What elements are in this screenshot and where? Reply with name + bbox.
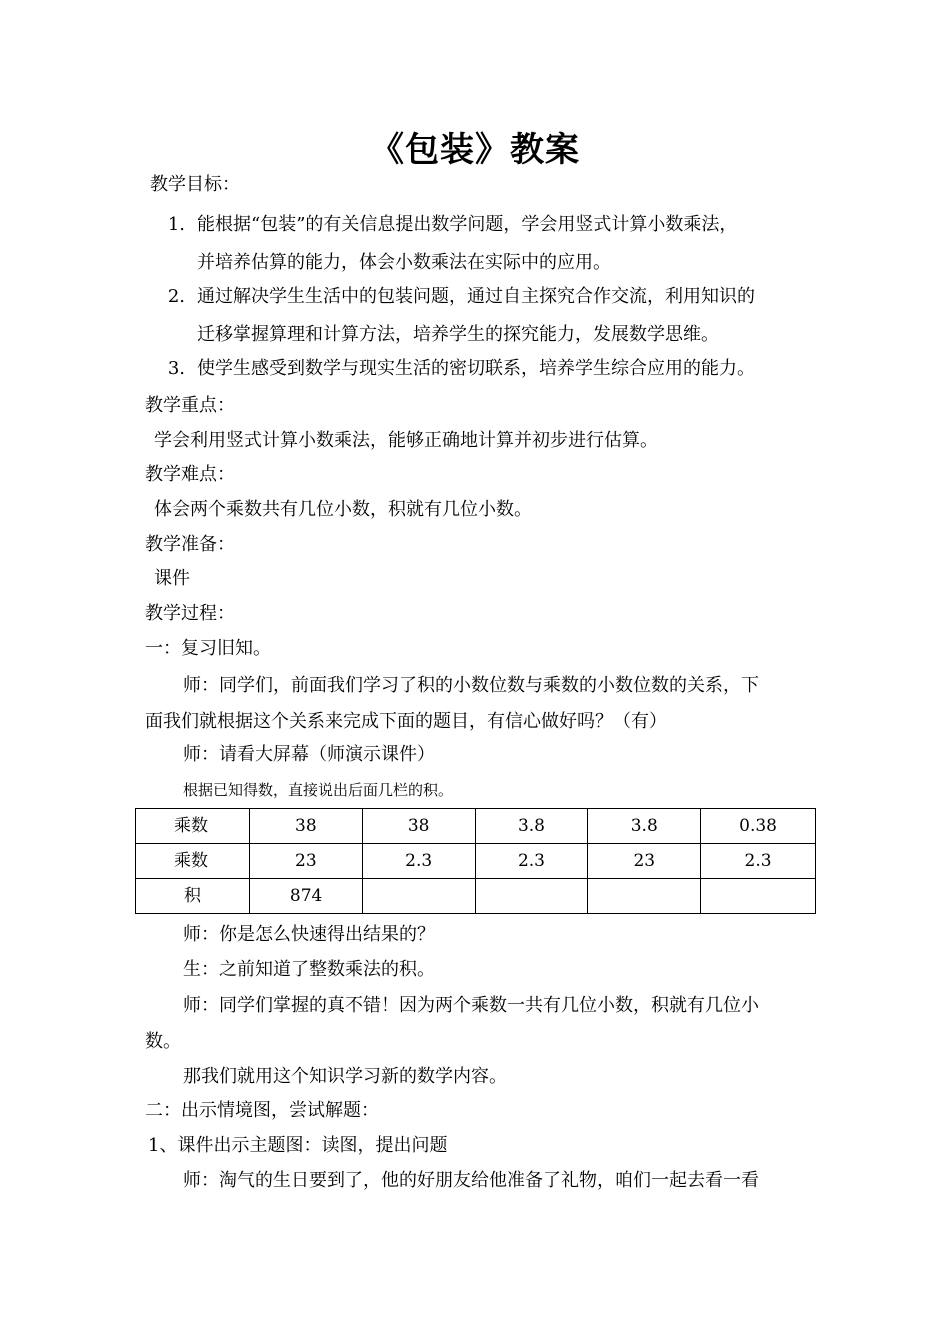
table-cell: 2.3 xyxy=(475,844,588,879)
objective-item-1 xyxy=(163,212,737,238)
section-heading-key-points: 教学重点： xyxy=(145,395,235,416)
subsection-heading: 一：复习旧知。 xyxy=(145,638,271,659)
subsection-heading: 二：出示情境图，尝试解题： xyxy=(145,1100,379,1121)
paragraph-line: 并培养估算的能力，体会小数乘法在实际中的应用。 xyxy=(197,252,611,273)
paragraph-line: 师：同学们，前面我们学习了积的小数位数与乘数的小数位数的关系，下 xyxy=(183,675,759,696)
section-heading-preparation: 教学准备： xyxy=(145,534,235,555)
table-cell xyxy=(475,879,588,914)
paragraph-line: 那我们就用这个知识学习新的数学内容。 xyxy=(183,1066,507,1087)
list-number: 1. xyxy=(167,214,185,235)
objective-item-2 xyxy=(163,284,755,310)
paragraph-line: 面我们就根据这个关系来完成下面的题目，有信心做好吗？（有） xyxy=(145,711,667,732)
table-cell xyxy=(701,879,816,914)
table-cell xyxy=(588,879,701,914)
section-heading-difficulties: 教学难点： xyxy=(145,464,235,485)
list-number: 2. xyxy=(167,286,185,307)
paragraph-text: 使学生感受到数学与现实生活的密切联系，培养学生综合应用的能力。 xyxy=(197,358,755,379)
table-cell: 874 xyxy=(249,879,362,914)
table-cell: 2.3 xyxy=(362,844,475,879)
paragraph-line: 迁移掌握算理和计算方法，培养学生的探究能力，发展数学思维。 xyxy=(197,324,719,345)
table-cell: 2.3 xyxy=(701,844,816,879)
table-cell: 0.38 xyxy=(701,809,816,844)
section-heading-process: 教学过程： xyxy=(145,603,235,624)
paragraph-text: 通过解决学生生活中的包装问题，通过自主探究合作交流，利用知识的 xyxy=(197,286,755,307)
paragraph-line: 1、课件出示主题图：读图，提出问题 xyxy=(148,1135,448,1156)
table-caption: 根据已知得数，直接说出后面几栏的积。 xyxy=(183,781,454,799)
multiplication-table xyxy=(135,808,816,914)
table-cell: 积 xyxy=(136,879,250,914)
paragraph-text: 能根据“包装”的有关信息提出数学问题，学会用竖式计算小数乘法， xyxy=(197,214,738,235)
table-cell: 3.8 xyxy=(475,809,588,844)
table-cell: 23 xyxy=(249,844,362,879)
table-row xyxy=(136,809,816,844)
section-heading-objectives: 教学目标： xyxy=(150,174,240,195)
paragraph-line: 课件 xyxy=(154,568,190,589)
paragraph-line: 师：淘气的生日要到了，他的好朋友给他准备了礼物，咱们一起去看一看 xyxy=(183,1170,759,1191)
paragraph-line: 数。 xyxy=(145,1031,181,1052)
table-cell: 乘数 xyxy=(136,844,250,879)
paragraph-line: 学会利用竖式计算小数乘法，能够正确地计算并初步进行估算。 xyxy=(154,430,658,451)
objective-item-3 xyxy=(163,356,755,382)
table-cell xyxy=(362,879,475,914)
table-cell: 乘数 xyxy=(136,809,250,844)
table-cell: 38 xyxy=(362,809,475,844)
table-row xyxy=(136,844,816,879)
table-row xyxy=(136,879,816,914)
paragraph-line: 体会两个乘数共有几位小数，积就有几位小数。 xyxy=(154,499,532,520)
paragraph-line: 生：之前知道了整数乘法的积。 xyxy=(183,959,435,980)
table-cell: 23 xyxy=(588,844,701,879)
table-cell: 3.8 xyxy=(588,809,701,844)
table-cell: 38 xyxy=(249,809,362,844)
paragraph-line: 师：你是怎么快速得出结果的？ xyxy=(183,924,435,945)
list-number: 3. xyxy=(167,358,185,379)
page-title: 《包装》教案 xyxy=(370,130,580,170)
paragraph-line: 师：请看大屏幕（师演示课件） xyxy=(183,744,435,765)
paragraph-line: 师：同学们掌握的真不错！因为两个乘数一共有几位小数，积就有几位小 xyxy=(183,995,759,1016)
